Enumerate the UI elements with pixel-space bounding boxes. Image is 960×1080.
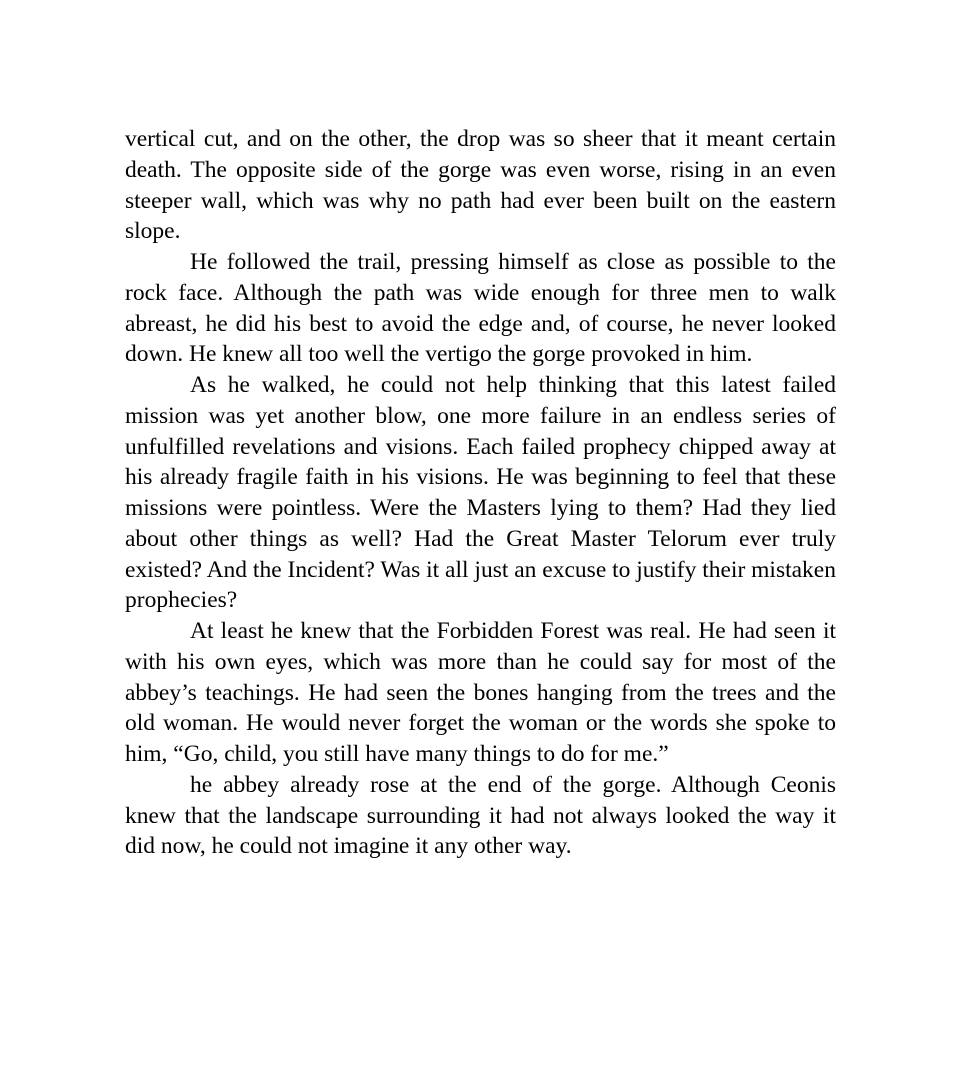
page-text: [125, 124, 836, 862]
paragraph: he abbey already rose at the end of the gorge. Although Ceonis knew that the landscape surrounding it had not always looked the way it did now, he could not imagine it any other way.: [125, 771, 836, 860]
paragraph: At least he knew that the Forbidden Forest was real. He had seen it with his own eyes, which was more than he could say for most of the abbey’s teachings. He had seen the bones hanging from the trees and the old woman. He would never forget the woman or the words she spoke to him, “Go, child, you still have many things to do for me.”: [125, 618, 836, 767]
paragraph: vertical cut, and on the other, the drop was so sheer that it meant certain death. The opposite side of the gorge was even worse, rising in an even steeper wall, which was why no path had ever been built on the eastern slope.: [125, 126, 836, 245]
paragraph: As he walked, he could not help thinking that this latest failed mission was yet another blow, one more failure in an endless series of unfulfilled revelations and visions. Each failed prophecy chipped away at his already fragile faith in his visions. He was beginning to feel that these missions were pointless. Were the Masters lying to them? Had they lied about other things as well? Had the Great Master Telorum ever truly existed? And the Incident? Was it all just an excuse to justify their mistaken prophecies?: [125, 372, 836, 614]
paragraph: He followed the trail, pressing himself as close as possible to the rock face. Although the path was wide enough for three men to walk abreast, he did his best to avoid the edge and, of course, he never looked down. He knew all too well the vertigo the gorge provoked in him.: [125, 249, 836, 368]
